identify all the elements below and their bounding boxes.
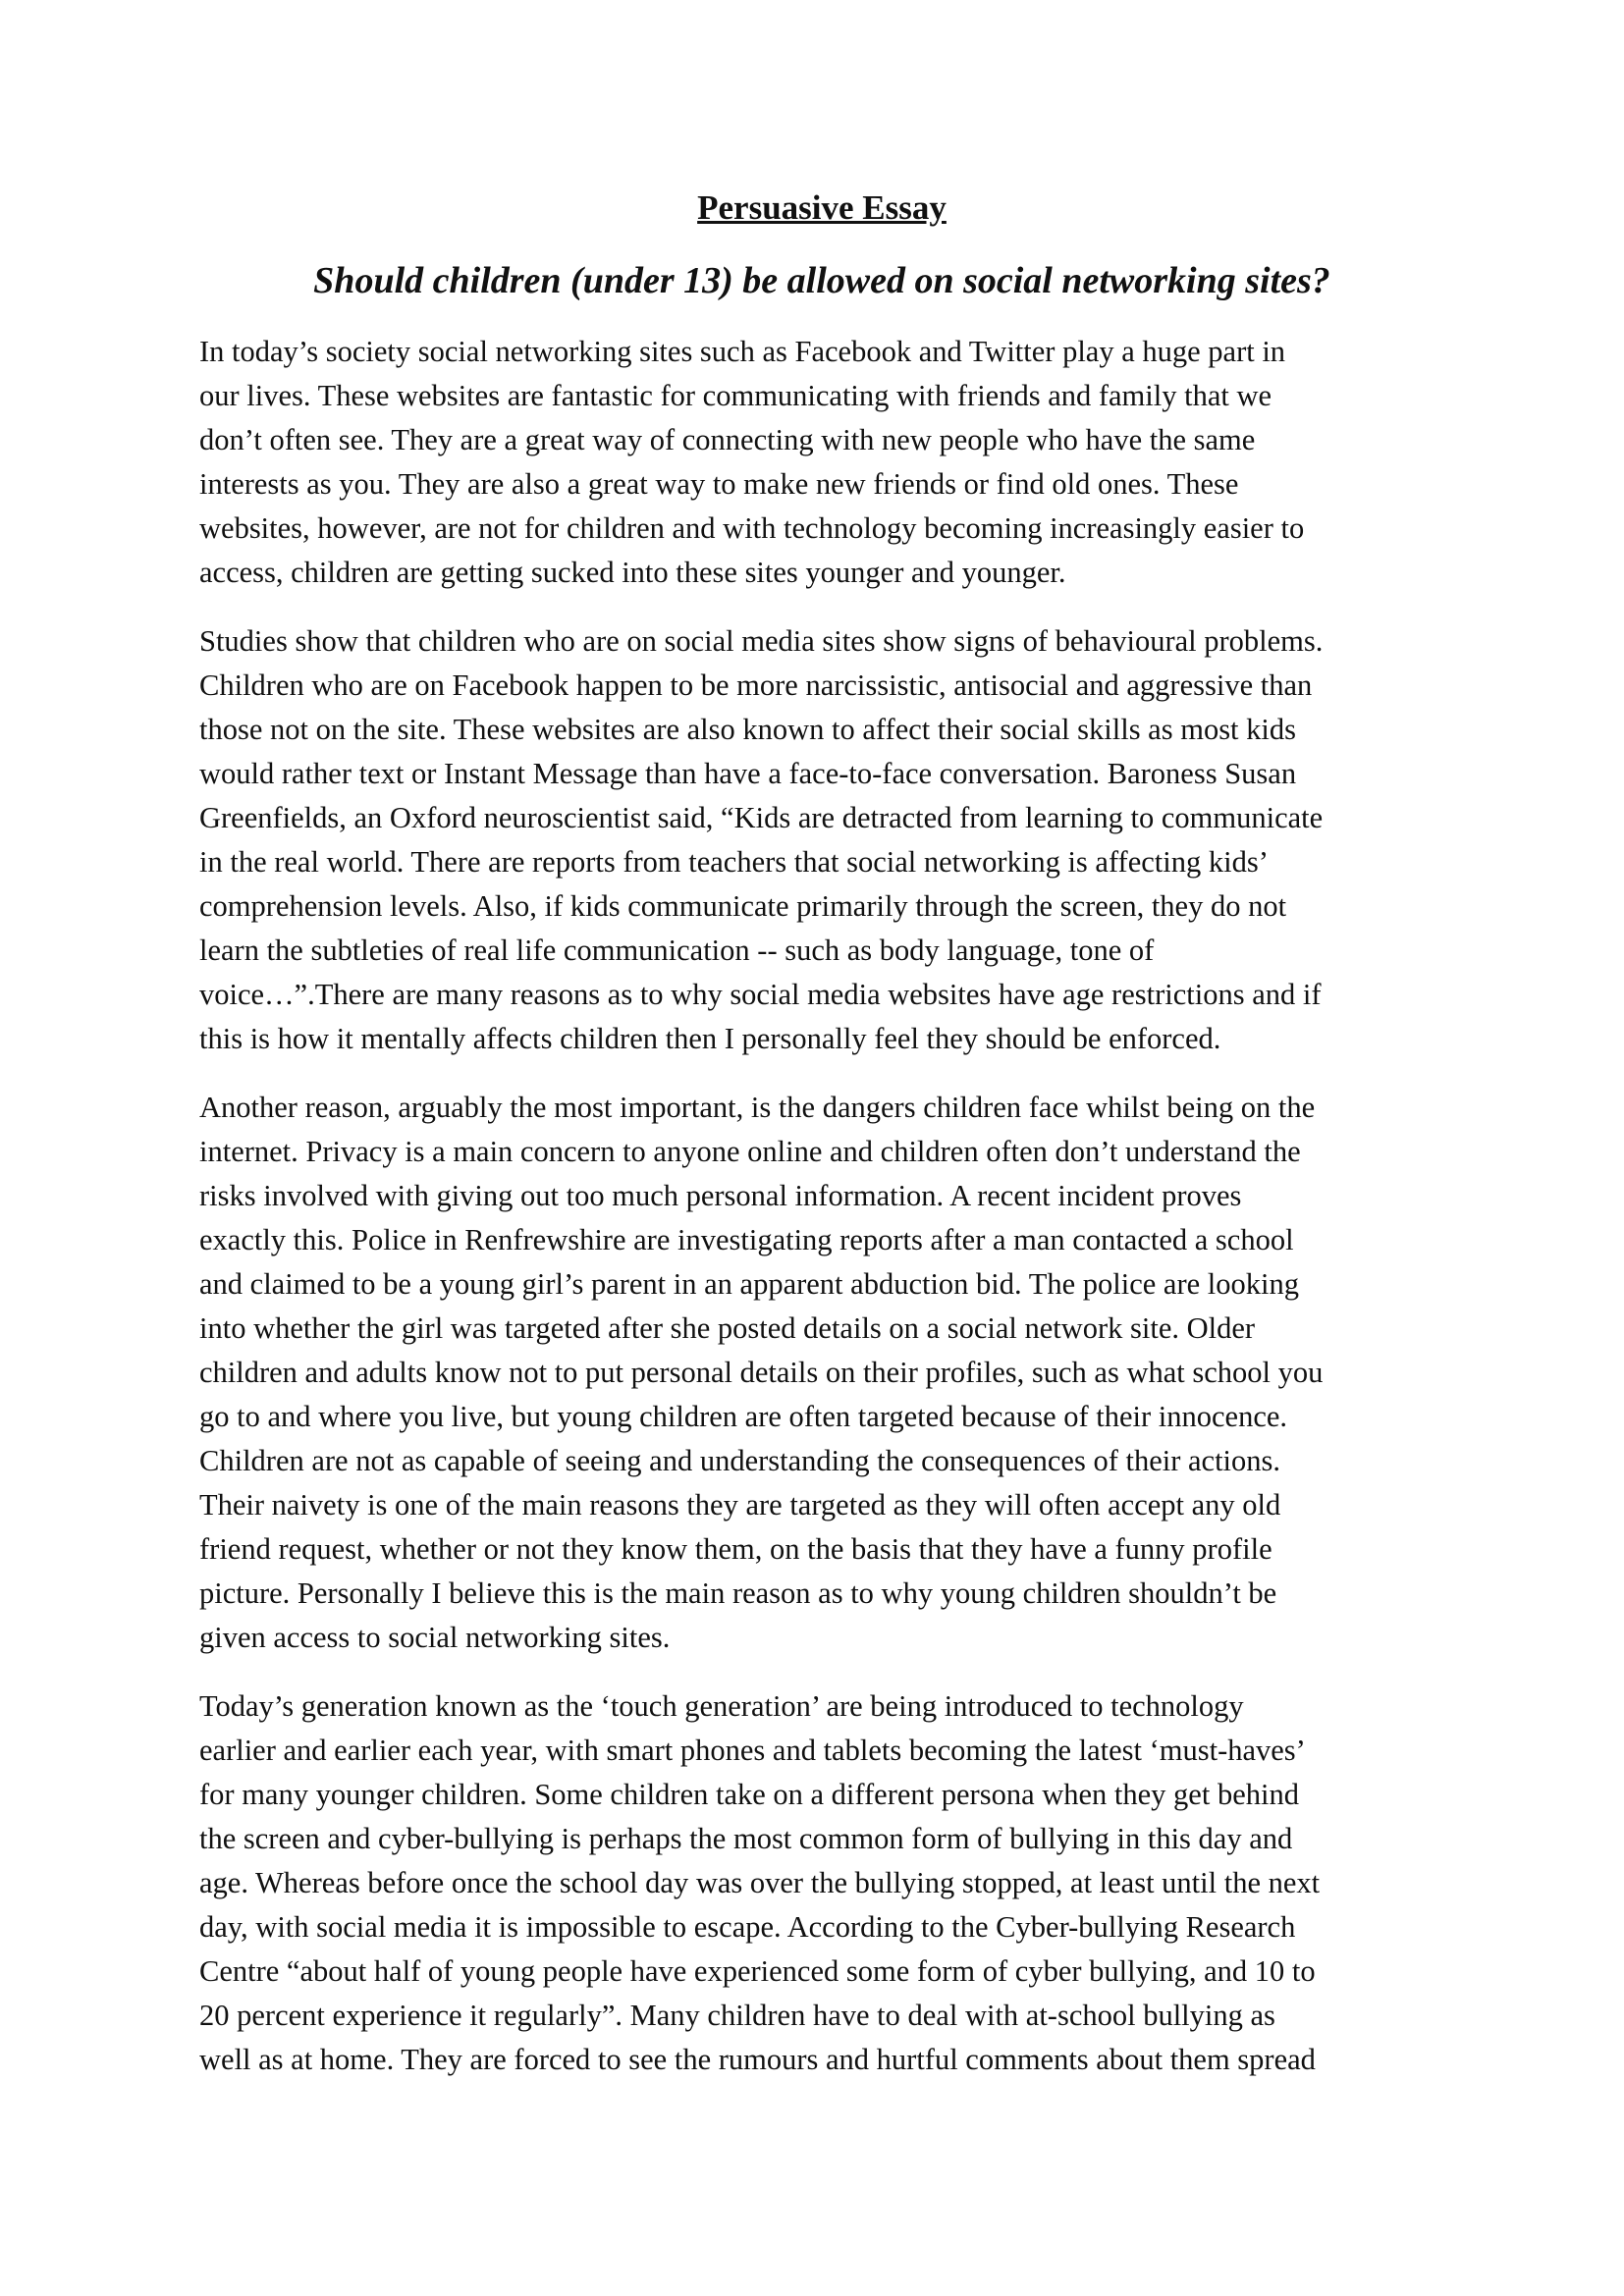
paragraph-line: Greenfields, an Oxford neuroscientist said, “Kids are detracted from learning to communicate — [199, 801, 1324, 834]
paragraph-line: In today’s society social networking sites such as Facebook and Twitter play a huge part in — [199, 335, 1286, 368]
paragraph-line: Children who are on Facebook happen to be more narcissistic, antisocial and aggressive than — [199, 668, 1313, 702]
document-content — [199, 185, 1444, 2107]
paragraph-line: Today’s generation known as the ‘touch generation’ are being introduced to technology — [199, 1689, 1244, 1723]
paragraph-line: in the real world. There are reports from teachers that social networking is affecting kids’ — [199, 845, 1269, 879]
paragraph-line: exactly this. Police in Renfrewshire are investigating reports after a man contacted a school — [199, 1223, 1294, 1256]
paragraph-line: interests as you. They are also a great way to make new friends or find old ones. These — [199, 467, 1239, 501]
essay-subtitle: Should children (under 13) be allowed on social networking sites? — [313, 260, 1330, 301]
essay-paragraph — [199, 619, 1444, 1061]
paragraph-line: voice…”.There are many reasons as to why social media websites have age restrictions and if — [199, 978, 1322, 1011]
paragraph-line: picture. Personally I believe this is the main reason as to why young children shouldn’t be — [199, 1576, 1277, 1610]
paragraph-line: learn the subtleties of real life communication -- such as body language, tone of — [199, 934, 1155, 967]
paragraph-line: the screen and cyber-bullying is perhaps the most common form of bullying in this day and — [199, 1822, 1293, 1855]
paragraph-line: our lives. These websites are fantastic for communicating with friends and family that we — [199, 379, 1272, 412]
paragraph-line: Studies show that children who are on social media sites show signs of behavioural problems. — [199, 624, 1324, 658]
paragraph-line: internet. Privacy is a main concern to anyone online and children often don’t understand the — [199, 1135, 1301, 1168]
paragraph-line: children and adults know not to put personal details on their profiles, such as what school you — [199, 1356, 1324, 1389]
essay-paragraph — [199, 1086, 1444, 1660]
paragraph-line: day, with social media it is impossible to escape. According to the Cyber-bullying Research — [199, 1910, 1296, 1944]
paragraph-line: go to and where you live, but young children are often targeted because of their innocence. — [199, 1400, 1288, 1433]
paragraph-line: would rather text or Instant Message than have a face-to-face conversation. Baroness Susan — [199, 757, 1297, 790]
essay-paragraph — [199, 1684, 1444, 2082]
paragraph-line: access, children are getting sucked into these sites younger and younger. — [199, 556, 1066, 589]
paragraph-line: given access to social networking sites. — [199, 1621, 671, 1654]
paragraph-line: Another reason, arguably the most important, is the dangers children face whilst being on the — [199, 1091, 1316, 1124]
paragraph-line: earlier and earlier each year, with smart phones and tablets becoming the latest ‘must-haves’ — [199, 1734, 1306, 1767]
paragraph-line: Centre “about half of young people have experienced some form of cyber bullying, and 10 to — [199, 1954, 1316, 1988]
paragraph-line: friend request, whether or not they know them, on the basis that they have a funny profile — [199, 1532, 1272, 1566]
paragraph-line: well as at home. They are forced to see the rumours and hurtful comments about them spread — [199, 2043, 1316, 2076]
paragraph-line: into whether the girl was targeted after she posted details on a social network site. Older — [199, 1311, 1256, 1345]
essay-title: Persuasive Essay — [697, 188, 947, 227]
paragraph-line: this is how it mentally affects children then I personally feel they should be enforced. — [199, 1022, 1221, 1055]
paragraph-line: websites, however, are not for children and with technology becoming increasingly easier to — [199, 511, 1305, 545]
paragraph-line: Their naivety is one of the main reasons they are targeted as they will often accept any old — [199, 1488, 1281, 1522]
paragraph-line: those not on the site. These websites are also known to affect their social skills as most kids — [199, 713, 1297, 746]
paragraph-line: Children are not as capable of seeing and understanding the consequences of their actions. — [199, 1444, 1281, 1477]
paragraph-line: risks involved with giving out too much personal information. A recent incident proves — [199, 1179, 1242, 1212]
essay-paragraph — [199, 330, 1444, 595]
essay-body — [199, 330, 1444, 2082]
paragraph-line: age. Whereas before once the school day was over the bullying stopped, at least until the next — [199, 1866, 1321, 1899]
paragraph-line: for many younger children. Some children take on a different persona when they get behind — [199, 1778, 1299, 1811]
paragraph-line: don’t often see. They are a great way of connecting with new people who have the same — [199, 423, 1256, 456]
paragraph-line: 20 percent experience it regularly”. Many children have to deal with at-school bullying as — [199, 1999, 1275, 2032]
paragraph-line: and claimed to be a young girl’s parent in an apparent abduction bid. The police are looking — [199, 1267, 1299, 1301]
paragraph-line: comprehension levels. Also, if kids communicate primarily through the screen, they do not — [199, 889, 1287, 923]
